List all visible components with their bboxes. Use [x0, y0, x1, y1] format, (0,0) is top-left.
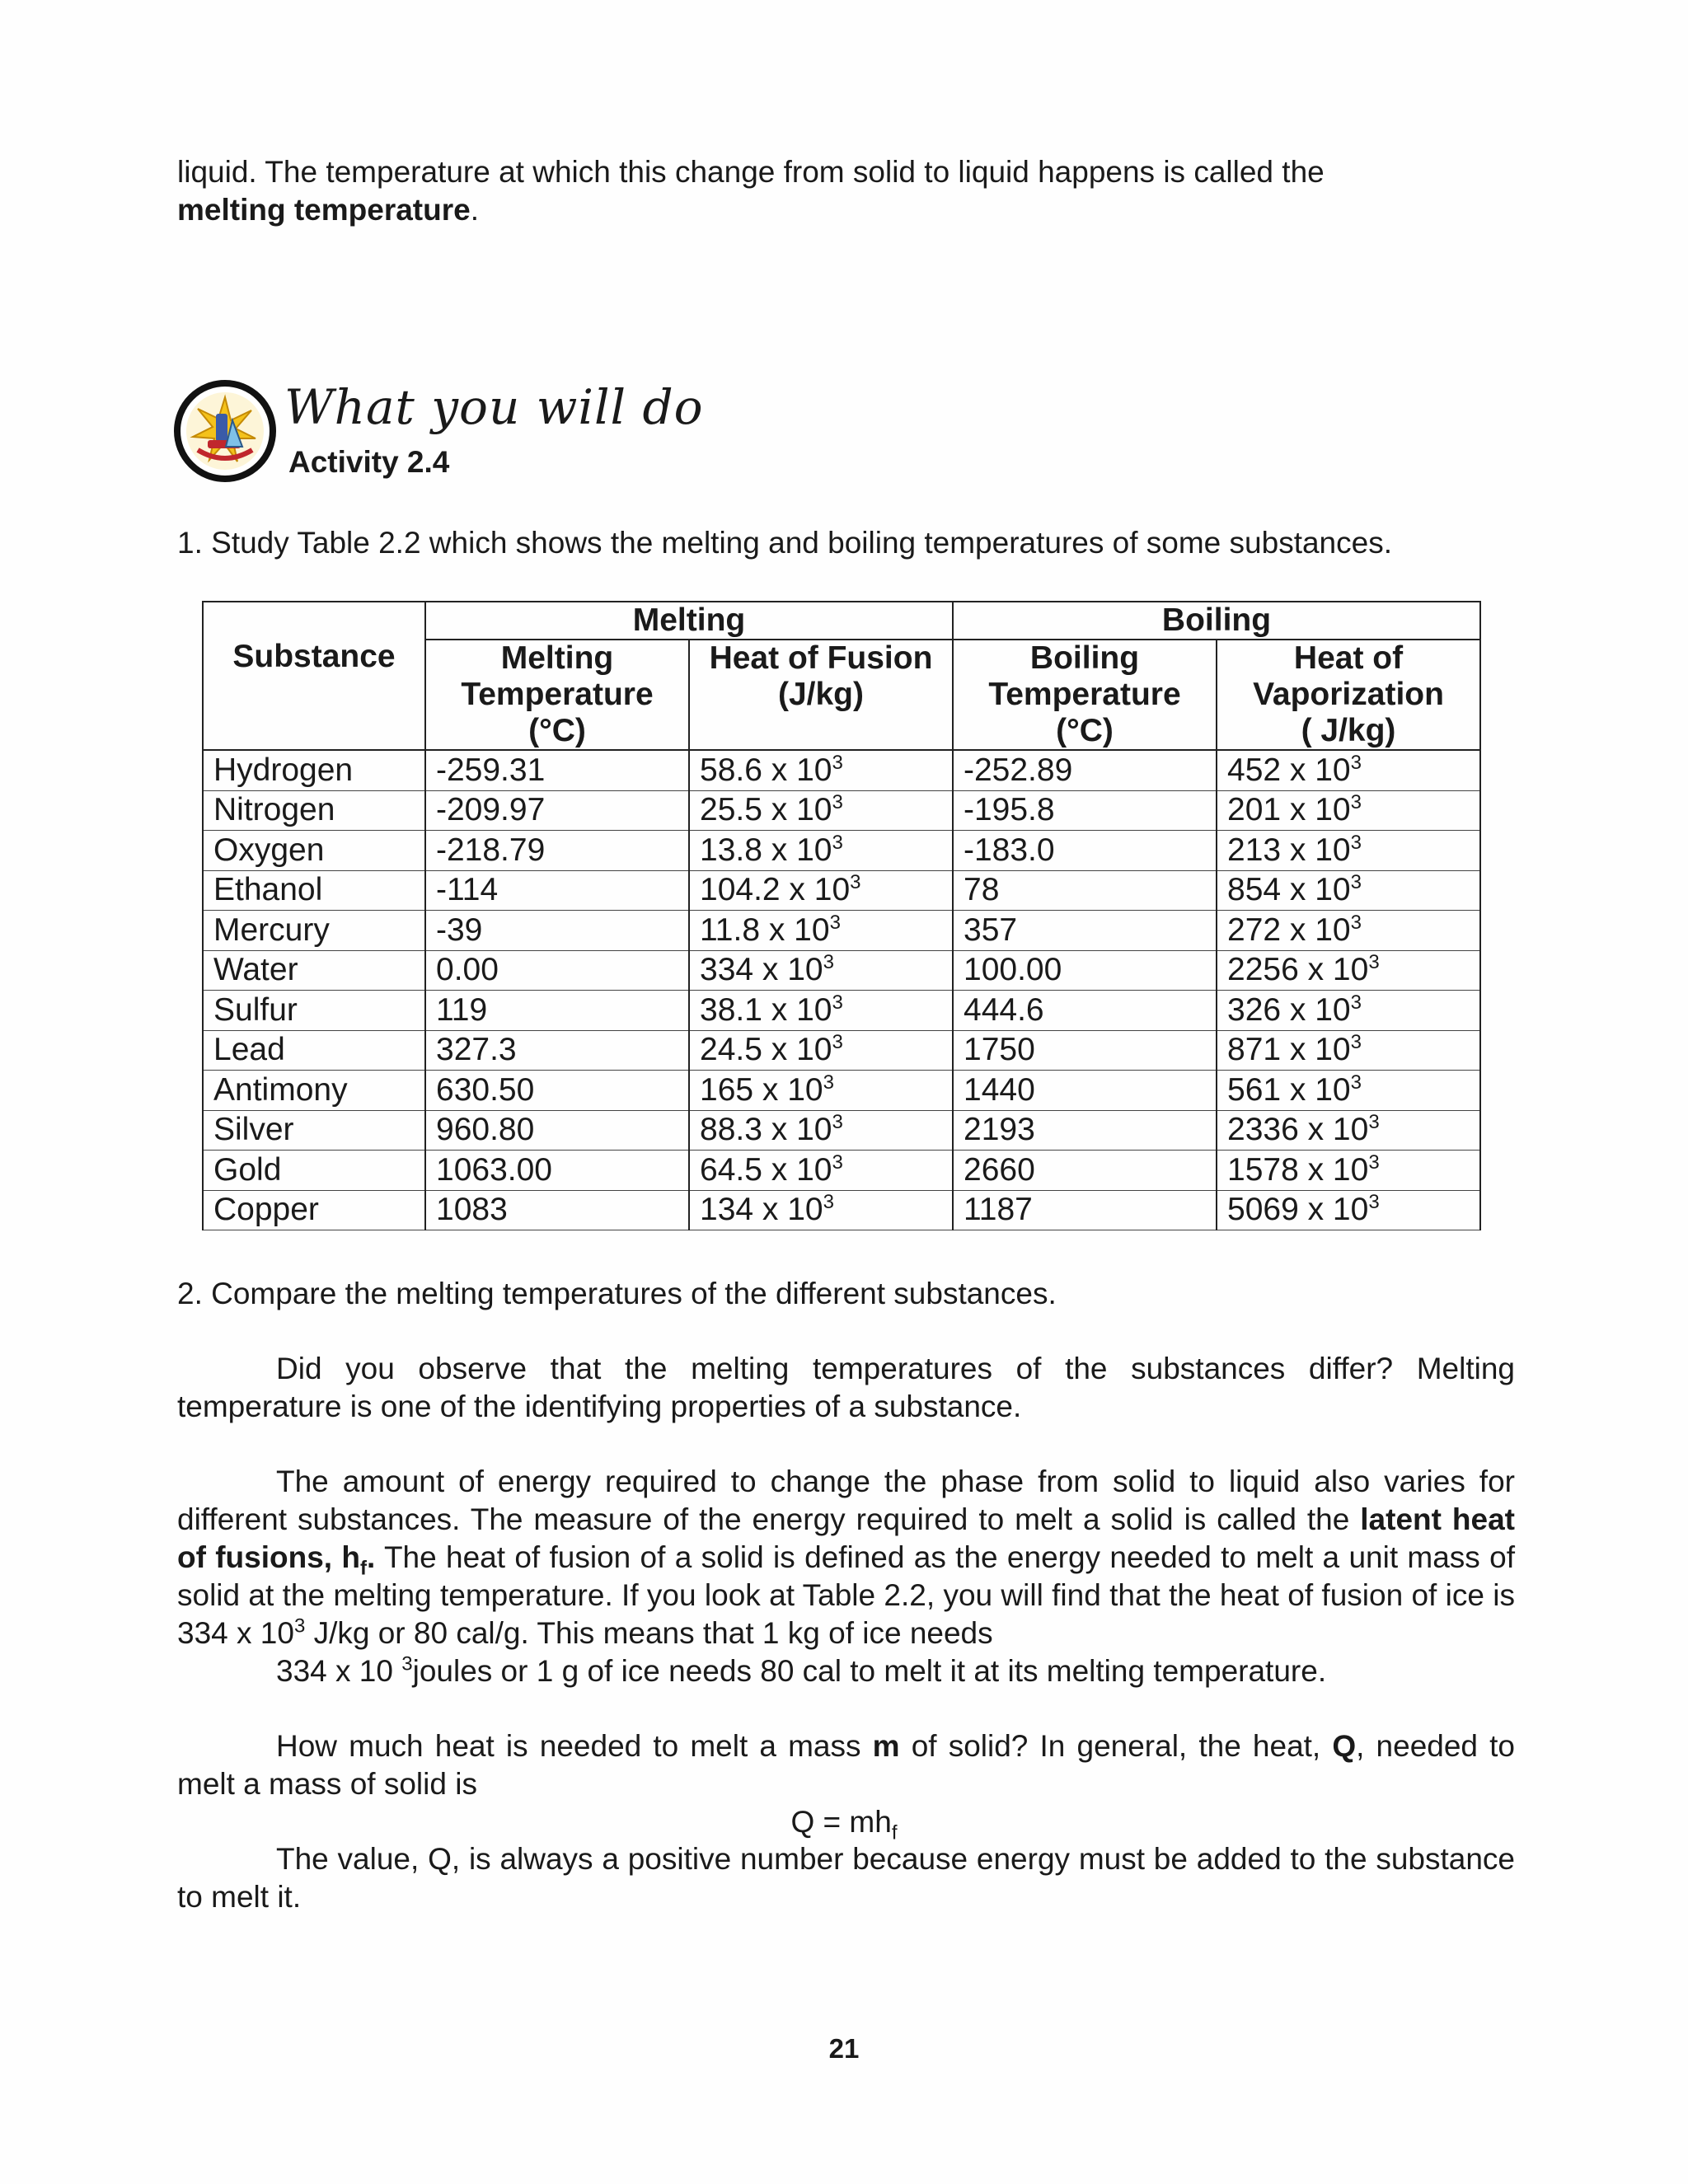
header-melting-temperature: Melting Temperature (°C) — [425, 640, 689, 750]
melting-boiling-table — [202, 601, 1481, 1230]
header-substance: Substance — [203, 602, 425, 750]
heat-of-vaporization-cell: 854 x $10^3$ — [1217, 870, 1480, 911]
header-heat-of-vaporization: Heat of Vaporization ( J/kg) — [1217, 640, 1480, 750]
heat-of-vaporization-cell: 326 x $10^3$ — [1217, 991, 1480, 1031]
substance-cell: Nitrogen — [203, 790, 425, 831]
melting-temp-cell: 0.00 — [425, 950, 689, 991]
heat-of-vaporization-cell: 2336 x $10^3$ — [1217, 1110, 1480, 1151]
paragraph-3: How much heat is needed to melt a mass m of solid? In general, the heat, Q, needed to melt a mass of solid is — [177, 1729, 1515, 1801]
heat-of-fusion-cell: 64.5 x $10^3$ — [689, 1151, 953, 1191]
boiling-temp-cell: 2193 — [953, 1110, 1217, 1151]
melting-temp-cell: -114 — [425, 870, 689, 911]
substance-cell: Silver — [203, 1110, 425, 1151]
heat-of-vaporization-cell: 5069 x $10^3$ — [1217, 1190, 1480, 1230]
substance-cell: Hydrogen — [203, 750, 425, 790]
melting-temp-cell: -209.97 — [425, 790, 689, 831]
heat-of-vaporization-cell: 213 x $10^3$ — [1217, 831, 1480, 871]
heat-of-vaporization-cell: 1578 x $10^3$ — [1217, 1151, 1480, 1191]
substance-cell: Water — [203, 950, 425, 991]
substance-cell: Antimony — [203, 1071, 425, 1111]
substance-cell: Mercury — [203, 911, 425, 951]
latent-heat-term: latent heat of fusions, $h_f$. — [177, 1502, 1515, 1580]
heat-of-vaporization-cell: 452 x $10^3$ — [1217, 750, 1480, 790]
heat-of-fusion-cell: 104.2 x $10^3$ — [689, 870, 953, 911]
boiling-temp-cell: 1440 — [953, 1071, 1217, 1111]
table-row — [203, 1030, 1480, 1071]
table-row — [203, 750, 1480, 790]
table-row — [203, 1151, 1480, 1191]
activity-label: Activity 2.4 — [288, 445, 450, 479]
table-row — [203, 1190, 1480, 1230]
boiling-temp-cell: 1750 — [953, 1030, 1217, 1071]
melting-temp-cell: 119 — [425, 991, 689, 1031]
boiling-temp-cell: -195.8 — [953, 790, 1217, 831]
step-1-instruction: 1. Study Table 2.2 which shows the melting and boiling temperatures of some substances. — [177, 526, 1392, 560]
intro-text: liquid. The temperature at which this change from solid to liquid happens is called the — [177, 155, 1325, 189]
heat-of-vaporization-cell: 201 x $10^3$ — [1217, 790, 1480, 831]
substance-cell: Ethanol — [203, 870, 425, 911]
activity-heading: What you will do — [284, 379, 704, 435]
heat-of-fusion-cell: 134 x $10^3$ — [689, 1190, 953, 1230]
substance-cell: Lead — [203, 1030, 425, 1071]
melting-temp-cell: -39 — [425, 911, 689, 951]
heat-of-fusion-cell: 165 x $10^3$ — [689, 1071, 953, 1111]
boiling-temp-cell: 78 — [953, 870, 1217, 911]
melting-temp-cell: -259.31 — [425, 750, 689, 790]
header-group-melting: Melting — [425, 602, 953, 640]
heat-of-fusion-cell: 88.3 x $10^3$ — [689, 1110, 953, 1151]
boiling-temp-cell: 2660 — [953, 1151, 1217, 1191]
table-row — [203, 831, 1480, 871]
table-row — [203, 870, 1480, 911]
header-group-boiling: Boiling — [953, 602, 1480, 640]
heat-of-vaporization-cell: 561 x $10^3$ — [1217, 1071, 1480, 1111]
heat-equation: $Q = mh_f$ — [790, 1805, 898, 1844]
boiling-temp-cell: -183.0 — [953, 831, 1217, 871]
boiling-temp-cell: 357 — [953, 911, 1217, 951]
melting-temp-cell: 327.3 — [425, 1030, 689, 1071]
heat-of-fusion-cell: 13.8 x $10^3$ — [689, 831, 953, 871]
melting-temp-cell: 1083 — [425, 1190, 689, 1230]
substance-cell: Oxygen — [203, 831, 425, 871]
page-number: 21 — [828, 2033, 860, 2064]
paragraph-4: The value, Q, is always a positive number because energy must be added to the substance to melt it. — [177, 1842, 1515, 1914]
header-heat-of-fusion: Heat of Fusion (J/kg) — [689, 640, 953, 750]
table-row — [203, 1071, 1480, 1111]
table-row — [203, 911, 1480, 951]
paragraph-1: Did you observe that the melting temperatures of the substances differ? Melting temperature is one of the identifying properties of a substance. — [177, 1352, 1515, 1423]
heat-of-fusion-cell: 334 x $10^3$ — [689, 950, 953, 991]
heat-of-fusion-cell: 58.6 x $10^3$ — [689, 750, 953, 790]
heat-of-fusion-cell: 11.8 x $10^3$ — [689, 911, 953, 951]
table-row — [203, 991, 1480, 1031]
melting-temp-cell: 960.80 — [425, 1110, 689, 1151]
intro-paragraph: liquid. The temperature at which this change from solid to liquid happens is called the melting temperature. — [177, 155, 1325, 227]
header-boiling-temperature: Boiling Temperature (°C) — [953, 640, 1217, 750]
heat-of-vaporization-cell: 2256 x $10^3$ — [1217, 950, 1480, 991]
substance-cell: Gold — [203, 1151, 425, 1191]
substance-cell: Sulfur — [203, 991, 425, 1031]
heat-of-fusion-cell: 38.1 x $10^3$ — [689, 991, 953, 1031]
step-2-instruction: 2. Compare the melting temperatures of the different substances. — [177, 1277, 1057, 1310]
table-row — [203, 950, 1480, 991]
melting-temp-cell: -218.79 — [425, 831, 689, 871]
heat-of-fusion-cell: 25.5 x $10^3$ — [689, 790, 953, 831]
microscope-flask-icon — [173, 379, 277, 483]
melting-temp-cell: 630.50 — [425, 1071, 689, 1111]
heat-of-fusion-cell: 24.5 x $10^3$ — [689, 1030, 953, 1071]
substance-cell: Copper — [203, 1190, 425, 1230]
boiling-temp-cell: 100.00 — [953, 950, 1217, 991]
melting-temp-cell: 1063.00 — [425, 1151, 689, 1191]
table-row — [203, 790, 1480, 831]
heat-of-vaporization-cell: 272 x $10^3$ — [1217, 911, 1480, 951]
heat-of-vaporization-cell: 871 x $10^3$ — [1217, 1030, 1480, 1071]
boiling-temp-cell: -252.89 — [953, 750, 1217, 790]
paragraph-2: The amount of energy required to change the phase from solid to liquid also varies for different substances. The measure of the energy required to melt a solid is called the latent heat of fusions, $h_f$. The heat of fusion of a solid is defined as the energy needed to melt a unit mass of solid at the melting temperature. If you look at Table 2.2, you will find that the heat of fusion of ice is 334 x $10^3$ J/kg or 80 cal/g. This means that 1 kg of ice needs 334 x 10 $^3$joules or 1 g of ice needs 80 cal to melt it at its melting temperature. — [177, 1465, 1515, 1688]
melting-temperature-term: melting temperature — [177, 193, 471, 227]
table-row — [203, 1110, 1480, 1151]
boiling-temp-cell: 444.6 — [953, 991, 1217, 1031]
boiling-temp-cell: 1187 — [953, 1190, 1217, 1230]
